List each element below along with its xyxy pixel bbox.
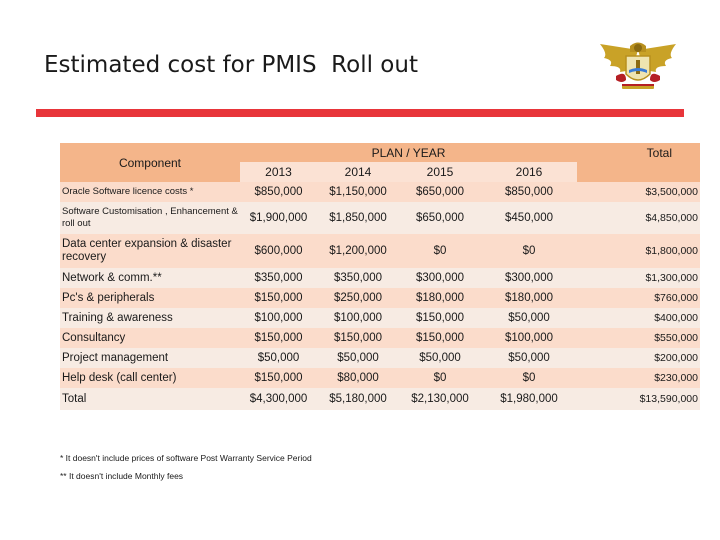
row-total-cell: $200,000 xyxy=(577,348,700,368)
cost-cell: $150,000 xyxy=(240,288,317,308)
cost-cell: $50,000 xyxy=(240,348,317,368)
cost-cell: $50,000 xyxy=(399,348,481,368)
header-year: 2016 xyxy=(481,162,577,182)
table-row xyxy=(60,234,700,268)
cost-cell: $0 xyxy=(399,234,481,268)
header-total-blank xyxy=(577,162,700,182)
cost-cell: $850,000 xyxy=(240,182,317,202)
table-row xyxy=(60,308,700,328)
cost-cell: $650,000 xyxy=(399,182,481,202)
cost-cell: $150,000 xyxy=(399,308,481,328)
table-row xyxy=(60,368,700,388)
row-total-cell: $230,000 xyxy=(577,368,700,388)
cost-cell: $150,000 xyxy=(240,368,317,388)
cost-cell: $4,300,000 xyxy=(240,388,317,410)
cost-cell: $450,000 xyxy=(481,202,577,234)
cost-cell: $300,000 xyxy=(481,268,577,288)
cost-cell: $100,000 xyxy=(240,308,317,328)
row-total-cell: $3,500,000 xyxy=(577,182,700,202)
table-row xyxy=(60,202,700,234)
header-year: 2015 xyxy=(399,162,481,182)
cost-cell: $80,000 xyxy=(317,368,399,388)
cost-cell: $0 xyxy=(481,368,577,388)
row-total-cell: $760,000 xyxy=(577,288,700,308)
row-label: Total xyxy=(60,388,240,410)
table-row xyxy=(60,348,700,368)
table-row xyxy=(60,328,700,348)
cost-cell: $150,000 xyxy=(240,328,317,348)
row-total-cell: $1,300,000 xyxy=(577,268,700,288)
page-title: Estimated cost for PMIS Roll out xyxy=(44,52,418,78)
cost-cell: $350,000 xyxy=(240,268,317,288)
row-total-cell: $400,000 xyxy=(577,308,700,328)
row-total-cell: $1,800,000 xyxy=(577,234,700,268)
cost-cell: $150,000 xyxy=(399,328,481,348)
footnote: ** It doesn't include Monthly fees xyxy=(60,471,184,481)
cost-cell: $5,180,000 xyxy=(317,388,399,410)
cost-cell: $1,200,000 xyxy=(317,234,399,268)
cost-cell: $50,000 xyxy=(481,308,577,328)
cost-cell: $0 xyxy=(399,368,481,388)
table-row xyxy=(60,268,700,288)
footnote: * It doesn't include prices of software Post Warranty Service Period xyxy=(60,453,312,463)
header-plan-year: PLAN / YEAR xyxy=(240,143,577,162)
header-row xyxy=(60,143,700,162)
cost-cell: $350,000 xyxy=(317,268,399,288)
cost-cell: $50,000 xyxy=(317,348,399,368)
row-label: Data center expansion & disaster recovery xyxy=(60,234,240,268)
cost-table xyxy=(60,143,700,410)
row-label: Training & awareness xyxy=(60,308,240,328)
header-year: 2013 xyxy=(240,162,317,182)
row-label: Consultancy xyxy=(60,328,240,348)
cost-cell: $250,000 xyxy=(317,288,399,308)
cost-cell: $180,000 xyxy=(481,288,577,308)
cost-cell: $100,000 xyxy=(481,328,577,348)
row-label: Software Customisation , Enhancement & roll out xyxy=(60,202,240,234)
cost-cell: $0 xyxy=(481,234,577,268)
footnotes xyxy=(60,449,312,485)
cost-cell: $50,000 xyxy=(481,348,577,368)
cost-cell: $650,000 xyxy=(399,202,481,234)
row-label: Network & comm.** xyxy=(60,268,240,288)
cost-cell: $1,150,000 xyxy=(317,182,399,202)
row-label: Pc's & peripherals xyxy=(60,288,240,308)
cost-cell: $1,850,000 xyxy=(317,202,399,234)
national-emblem-icon xyxy=(596,40,680,92)
cost-cell: $180,000 xyxy=(399,288,481,308)
title-underline xyxy=(36,109,684,117)
table-row xyxy=(60,388,700,410)
row-label: Oracle Software licence costs * xyxy=(60,182,240,202)
cost-cell: $1,980,000 xyxy=(481,388,577,410)
row-total-cell: $13,590,000 xyxy=(577,388,700,410)
cost-cell: $2,130,000 xyxy=(399,388,481,410)
header-total: Total xyxy=(577,143,700,162)
header-year: 2014 xyxy=(317,162,399,182)
cost-cell: $1,900,000 xyxy=(240,202,317,234)
header-component: Component xyxy=(60,143,240,182)
row-label: Project management xyxy=(60,348,240,368)
row-total-cell: $4,850,000 xyxy=(577,202,700,234)
table-row xyxy=(60,182,700,202)
cost-cell: $300,000 xyxy=(399,268,481,288)
cost-cell: $100,000 xyxy=(317,308,399,328)
row-label: Help desk (call center) xyxy=(60,368,240,388)
table-row xyxy=(60,288,700,308)
cost-cell: $600,000 xyxy=(240,234,317,268)
row-total-cell: $550,000 xyxy=(577,328,700,348)
cost-cell: $850,000 xyxy=(481,182,577,202)
cost-cell: $150,000 xyxy=(317,328,399,348)
